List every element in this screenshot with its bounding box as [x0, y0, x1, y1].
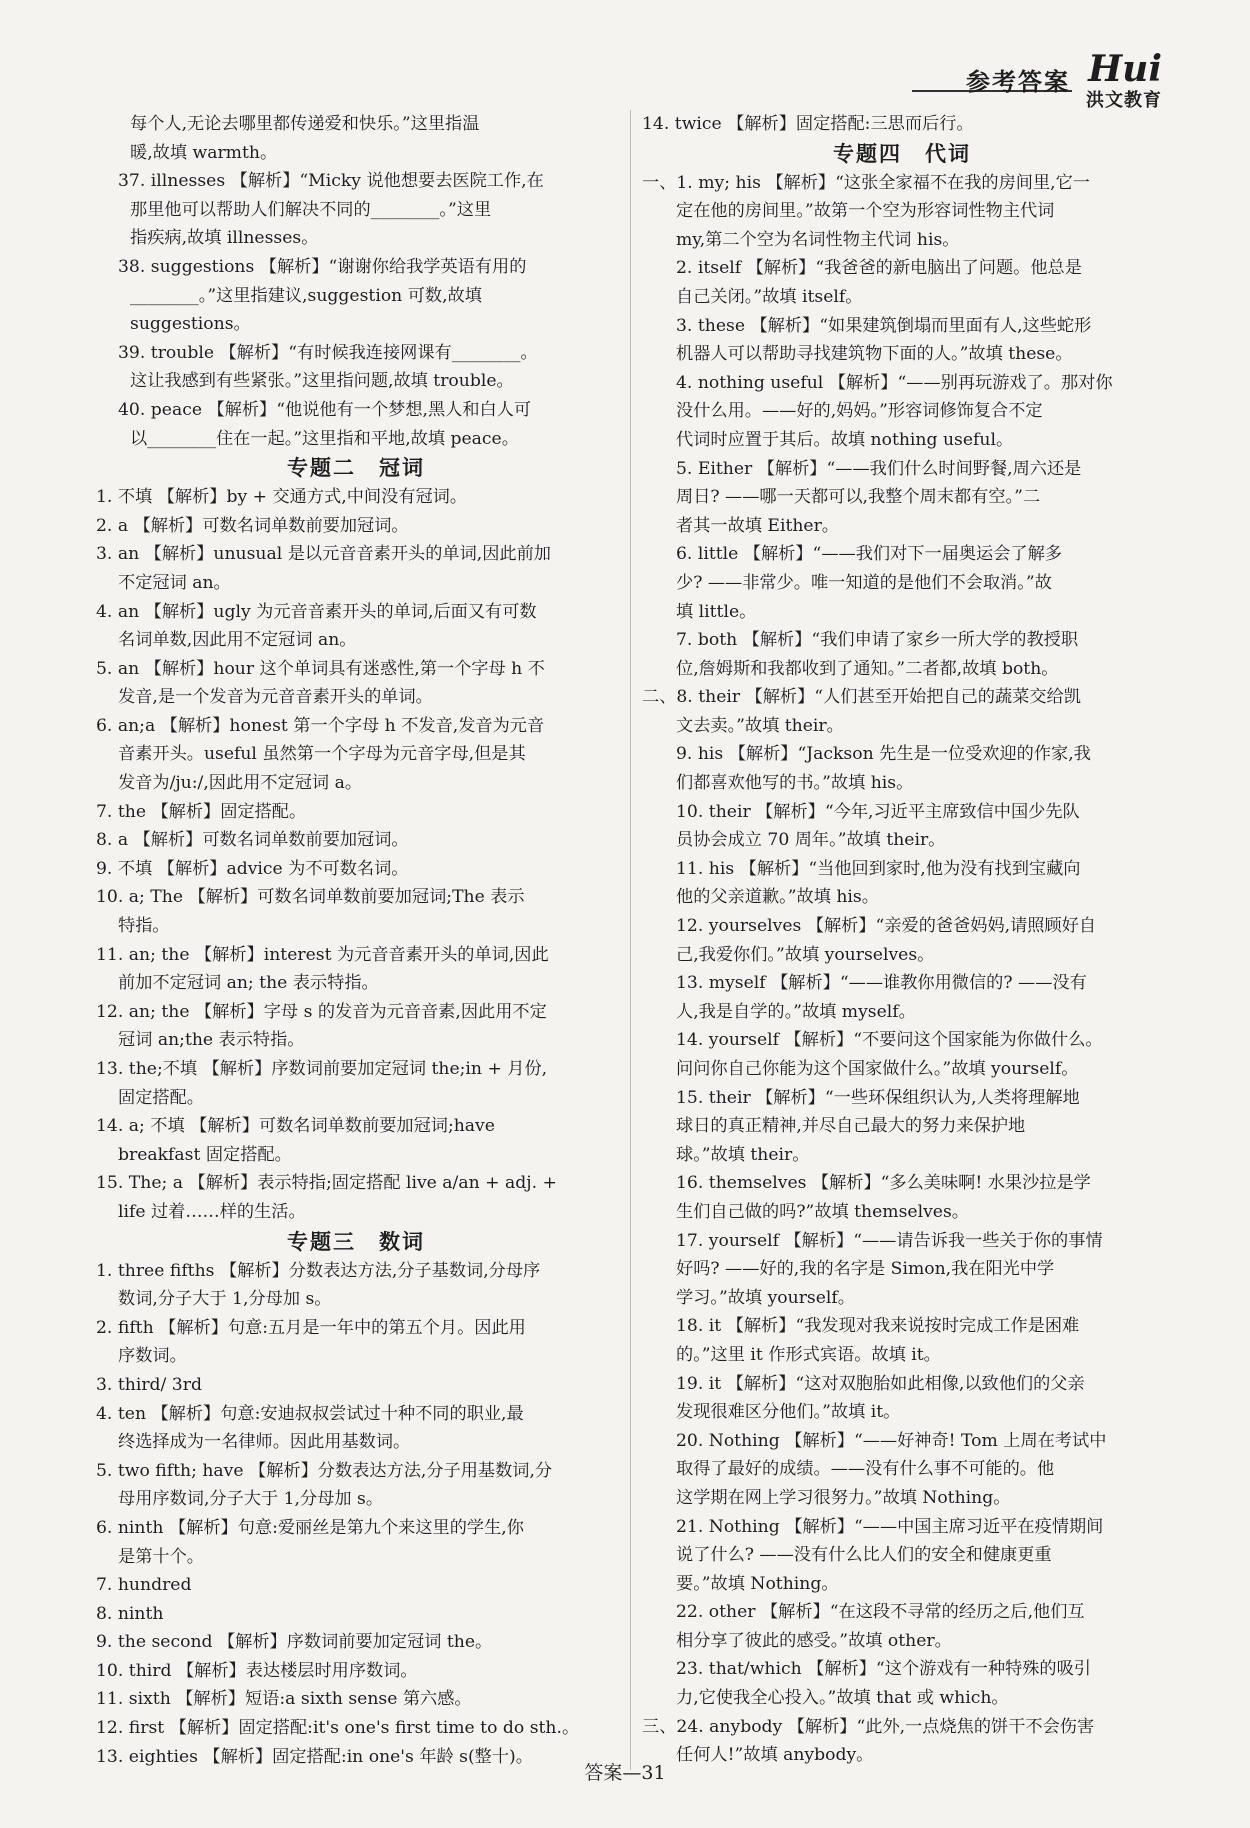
text-line: 4. an 【解析】ugly 为元音音素开头的单词,后面又有可数: [96, 601, 537, 622]
text-line: 8. a 【解析】可数名词单数前要加冠词。: [96, 830, 409, 851]
text-line: 者其一故填 Either。: [676, 515, 839, 536]
text-line: 力,它使我全心投入。”故填 that 或 which。: [676, 1688, 1009, 1709]
text-line: 5. an 【解析】hour 这个单词具有迷惑性,第一个字母 h 不: [96, 658, 545, 679]
text-line: 8. ninth: [96, 1603, 164, 1624]
section-heading: 专题四 代词: [833, 141, 971, 166]
text-line: 2. a 【解析】可数名词单数前要加冠词。: [96, 515, 409, 536]
text-line: 40. peace 【解析】“他说他有一个梦想,黑人和白人可: [118, 399, 532, 420]
text-line: 7. both 【解析】“我们申请了家乡一所大学的教授职: [676, 630, 1079, 651]
text-line: 23. that/which 【解析】“这个游戏有一种特殊的吸引: [676, 1659, 1091, 1680]
text-line: 10. third 【解析】表达楼层时用序数词。: [96, 1660, 418, 1681]
text-line: 6. ninth 【解析】句意:爱丽丝是第九个来这里的学生,你: [96, 1517, 524, 1538]
text-line: 人,我是自学的。”故填 myself。: [676, 1001, 916, 1022]
text-line: 代词时应置于其后。故填 nothing useful。: [676, 429, 1014, 450]
text-line: 任何人!”故填 anybody。: [676, 1745, 874, 1766]
brand-logo: Hui: [1088, 48, 1162, 90]
text-line: 10. their 【解析】“今年,习近平主席致信中国少先队: [676, 801, 1080, 822]
text-line: 22. other 【解析】“在这段不寻常的经历之后,他们互: [676, 1602, 1085, 1623]
text-line: 5. Either 【解析】“——我们什么时间野餐,周六还是: [676, 458, 1082, 479]
text-line: 3. these 【解析】“如果建筑倒塌而里面有人,这些蛇形: [676, 315, 1092, 336]
text-line: 那里他可以帮助人们解决不同的________。”这里: [130, 199, 492, 220]
text-line: 6. an;a 【解析】honest 第一个字母 h 不发音,发音为元音: [96, 715, 545, 736]
text-line: 39. trouble 【解析】“有时候我连接网课有________。: [118, 342, 538, 363]
page-header: [912, 48, 1162, 111]
text-line: 不定冠词 an。: [118, 572, 231, 593]
text-line: 10. a; The 【解析】可数名词单数前要加冠词;The 表示: [96, 887, 525, 908]
text-line: 15. The; a 【解析】表示特指;固定搭配 live a/an + adj. +: [96, 1173, 557, 1194]
text-line: 一、1. my; his 【解析】“这张全家福不在我的房间里,它一: [642, 172, 1090, 193]
text-line: 特指。: [118, 916, 170, 937]
text-line: 己,我爱你们。”故填 yourselves。: [676, 944, 935, 965]
text-line: 1. 不填 【解析】by + 交通方式,中间没有冠词。: [96, 487, 468, 508]
text-line: 数词,分子大于 1,分母加 s。: [118, 1289, 332, 1310]
text-line: 位,詹姆斯和我都收到了通知。”二者都,故填 both。: [676, 658, 1059, 679]
text-line: 3. third/ 3rd: [96, 1374, 202, 1395]
text-line: 球日的真正精神,并尽自己最大的努力来保护地: [676, 1116, 1026, 1137]
text-line: 的。”这里 it 作形式宾语。故填 it。: [676, 1344, 941, 1365]
text-line: 13. the;不填 【解析】序数词前要加定冠词 the;in + 月份,: [96, 1059, 548, 1079]
text-line: 4. nothing useful 【解析】“——别再玩游戏了。那对你: [676, 372, 1113, 393]
text-line: 2. fifth 【解析】句意:五月是一年中的第五个月。因此用: [96, 1317, 526, 1338]
text-line: 1. three fifths 【解析】分数表达方法,分子基数词,分母序: [96, 1260, 541, 1281]
text-line: 序数词。: [118, 1346, 187, 1367]
text-line: 38. suggestions 【解析】“谢谢你给我学英语有用的: [118, 256, 527, 277]
text-line: 周日? ——哪一天都可以,我整个周末都有空。”二: [676, 487, 1041, 508]
text-line: 19. it 【解析】“这对双胞胎如此相像,以致他们的父亲: [676, 1373, 1085, 1394]
page-number: 答案—31: [584, 1762, 666, 1784]
text-line: 员协会成立 70 周年。”故填 their。: [676, 830, 946, 851]
text-line: my,第二个空为名词性物主代词 his。: [676, 229, 960, 250]
text-line: 18. it 【解析】“我发现对我来说按时完成工作是困难: [676, 1316, 1080, 1337]
header-ref-label: 参考答案: [966, 67, 1070, 96]
text-line: 4. ten 【解析】句意:安迪叔叔尝试过十种不同的职业,最: [96, 1403, 524, 1424]
text-line: 这让我感到有些紧张。”这里指问题,故填 trouble。: [130, 371, 514, 392]
text-line: 11. his 【解析】“当他回到家时,他为没有找到宝藏向: [676, 858, 1081, 879]
text-line: 12. an; the 【解析】字母 s 的发音为元音音素,因此用不定: [96, 1001, 547, 1022]
text-line: 机器人可以帮助寻找建筑物下面的人。”故填 these。: [676, 344, 1073, 365]
text-line: 没什么用。——好的,妈妈。”形容词修饰复合不定: [676, 401, 1043, 422]
text-line: 取得了最好的成绩。——没有什么事不可能的。他: [676, 1459, 1055, 1480]
text-line: 说了什么? ——没有什么比人们的安全和健康更重: [676, 1545, 1052, 1566]
text-line: 指疾病,故填 illnesses。: [130, 228, 319, 249]
text-line: suggestions。: [130, 314, 251, 335]
text-line: 发现很难区分他们。”故填 it。: [676, 1402, 901, 1423]
text-line: 问问你自己你能为这个国家做什么。”故填 yourself。: [676, 1059, 1079, 1079]
text-line: 球。”故填 their。: [676, 1144, 810, 1165]
text-line: 17. yourself 【解析】“——请告诉我一些关于你的事情: [676, 1230, 1103, 1251]
text-line: 以________住在一起。”这里指和平地,故填 peace。: [130, 428, 519, 449]
right-column: [642, 110, 1162, 1770]
text-line: 14. yourself 【解析】“不要问这个国家能为你做什么。: [676, 1030, 1103, 1051]
text-line: 3. an 【解析】unusual 是以元音音素开头的单词,因此前加: [96, 544, 551, 565]
text-line: 13. eighties 【解析】固定搭配:in one's 年龄 s(整十)。: [96, 1746, 533, 1767]
text-line: 9. his 【解析】“Jackson 先生是一位受欢迎的作家,我: [676, 744, 1091, 765]
text-line: 12. yourselves 【解析】“亲爱的爸爸妈妈,请照顾好自: [676, 916, 1097, 937]
left-column: [96, 110, 616, 1771]
text-line: 每个人,无论去哪里都传递爱和快乐。”这里指温: [130, 114, 480, 134]
text-line: 他的父亲道歉。”故填 his。: [676, 887, 879, 908]
text-line: 自己关闭。”故填 itself。: [676, 286, 863, 307]
text-line: 前加不定冠词 an; the 表示特指。: [118, 973, 379, 994]
text-line: 5. two fifth; have 【解析】分数表达方法,分子用基数词,分: [96, 1460, 553, 1481]
section-heading: 专题二 冠词: [287, 456, 425, 481]
text-line: 定在他的房间里。”故第一个空为形容词性物主代词: [676, 201, 1055, 222]
column-divider: [630, 110, 631, 1770]
text-line: 相分享了彼此的感受。”故填 other。: [676, 1630, 952, 1651]
text-line: 16. themselves 【解析】“多么美味啊! 水果沙拉是学: [676, 1173, 1091, 1194]
text-line: 9. the second 【解析】序数词前要加定冠词 the。: [96, 1632, 493, 1653]
text-line: 发音为/ju:/,因此用不定冠词 a。: [118, 773, 363, 794]
text-line: ________。”这里指建议,suggestion 可数,故填: [130, 285, 482, 306]
text-line: 生们自己做的吗?”故填 themselves。: [676, 1201, 969, 1222]
text-line: 是第十个。: [118, 1546, 204, 1567]
text-line: 母用序数词,分子大于 1,分母加 s。: [118, 1489, 384, 1510]
text-line: 11. an; the 【解析】interest 为元音音素开头的单词,因此: [96, 944, 549, 965]
text-line: 填 little。: [676, 601, 757, 622]
text-line: 37. illnesses 【解析】“Micky 说他想要去医院工作,在: [118, 171, 544, 192]
brand-name: 洪文教育: [1086, 90, 1162, 111]
text-line: 终选择成为一名律师。因此用基数词。: [118, 1432, 411, 1453]
text-line: life 过着……样的生活。: [118, 1201, 306, 1222]
text-line: breakfast 固定搭配。: [118, 1144, 292, 1165]
text-line: 要。”故填 Nothing。: [676, 1573, 839, 1594]
text-line: 二、8. their 【解析】“人们甚至开始把自己的蔬菜交给凯: [642, 687, 1081, 708]
text-line: 这学期在网上学习很努力。”故填 Nothing。: [676, 1487, 1011, 1508]
text-line: 14. a; 不填 【解析】可数名词单数前要加冠词;have: [96, 1116, 495, 1137]
text-line: 名词单数,因此用不定冠词 an。: [118, 630, 357, 651]
text-line: 学习。”故填 yourself。: [676, 1287, 855, 1308]
text-line: 13. myself 【解析】“——谁教你用微信的? ——没有: [676, 973, 1087, 994]
text-line: 暖,故填 warmth。: [130, 142, 278, 163]
text-line: 音素开头。useful 虽然第一个字母为元音字母,但是其: [118, 744, 526, 765]
text-line: 发音,是一个发音为元音音素开头的单词。: [118, 687, 433, 708]
text-line: 12. first 【解析】固定搭配:it's one's first time to do sth.。: [96, 1718, 580, 1739]
text-line: 三、24. anybody 【解析】“此外,一点烧焦的饼干不会伤害: [642, 1716, 1095, 1737]
text-line: 文去卖。”故填 their。: [676, 715, 844, 736]
section-heading: 专题三 数词: [287, 1229, 425, 1254]
text-line: 2. itself 【解析】“我爸爸的新电脑出了问题。他总是: [676, 258, 1082, 279]
text-line: 7. the 【解析】固定搭配。: [96, 801, 307, 822]
text-line: 冠词 an;the 表示特指。: [118, 1030, 305, 1051]
text-line: 15. their 【解析】“一些环保组织认为,人类将理解地: [676, 1087, 1080, 1108]
text-line: 20. Nothing 【解析】“——好神奇! Tom 上周在考试中: [676, 1430, 1107, 1451]
text-line: 9. 不填 【解析】advice 为不可数名词。: [96, 858, 409, 879]
text-line: 11. sixth 【解析】短语:a sixth sense 第六感。: [96, 1689, 472, 1710]
text-line: 们都喜欢他写的书。”故填 his。: [676, 773, 914, 794]
text-line: 6. little 【解析】“——我们对下一届奥运会了解多: [676, 544, 1062, 565]
text-line: 14. twice 【解析】固定搭配:三思而后行。: [642, 114, 974, 134]
text-line: 7. hundred: [96, 1575, 192, 1596]
text-line: 少? ——非常少。唯一知道的是他们不会取消。”故: [676, 572, 1052, 593]
text-line: 固定搭配。: [118, 1087, 204, 1108]
text-line: 21. Nothing 【解析】“——中国主席习近平在疫情期间: [676, 1516, 1104, 1537]
text-line: 好吗? ——好的,我的名字是 Simon,我在阳光中学: [676, 1259, 1055, 1280]
